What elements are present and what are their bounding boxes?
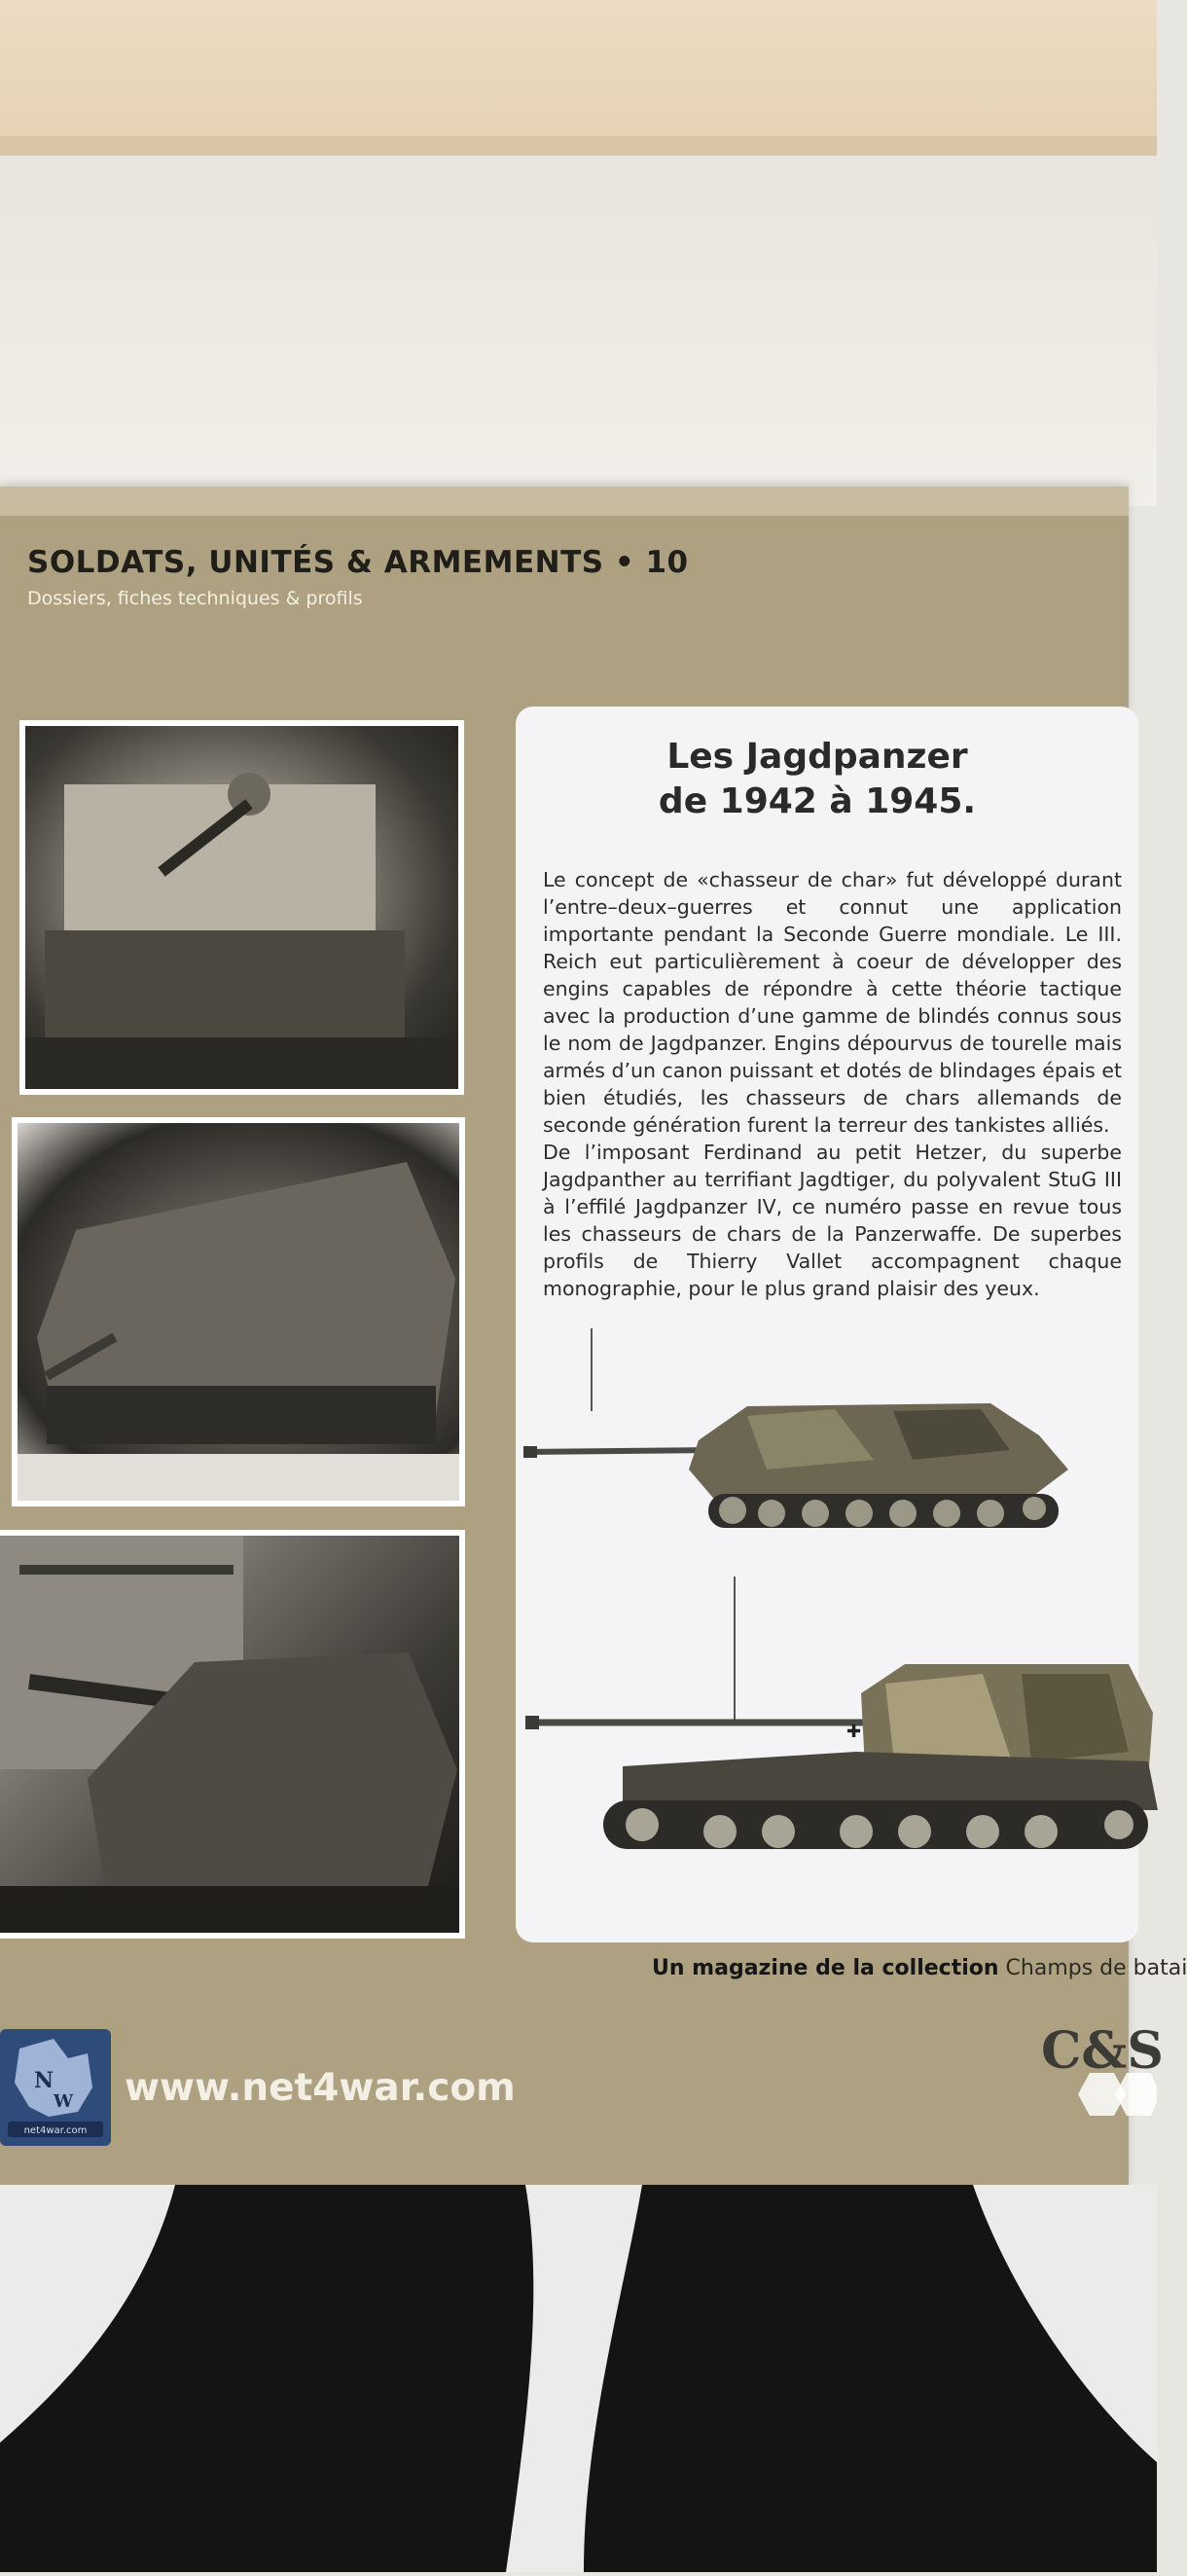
series-title: SOLDATS, UNITÉS & ARMEMENTS • 10 bbox=[27, 545, 689, 580]
net4war-logo bbox=[0, 2029, 111, 2146]
collection-series-name: Champs de batai bbox=[1005, 1956, 1187, 1980]
article-body bbox=[543, 866, 1122, 1302]
collection-caption bbox=[652, 1956, 1187, 1980]
profile-ferdinand bbox=[525, 1577, 1158, 1907]
magazine-top-strip bbox=[0, 487, 1129, 516]
article-title-line1: Les Jagdpanzer bbox=[666, 737, 968, 777]
article-paragraph-2: De l’imposant Ferdinand au petit Hetzer, du superbe Jagdpanther au terrifiant Jagdtiger, du polyvalent StuG III à l’effilé Jagdpanzer IV, ce numéro passe en revue tous les chasseurs de chars de la Panzerwaffe. De superbes profils de Thierry Vallet accompagnent chaque monographie, pour le plus grand plaisir des yeux. bbox=[543, 1141, 1122, 1300]
table-edge bbox=[0, 136, 1157, 156]
website-url: www.net4war.com bbox=[125, 2066, 516, 2110]
article-title-line2: de 1942 à 1945. bbox=[658, 781, 977, 821]
photo-tank-side-image bbox=[18, 1123, 459, 1501]
photo-tank-village bbox=[0, 1530, 465, 1939]
series-subtitle: Dossiers, fiches techniques & profils bbox=[27, 588, 363, 609]
article-paragraph-1: Le concept de «chasseur de char» fut développé durant l’entre–deux–guerres et connut une application importante pendant la Seconde Guerre mondiale. Le III. Reich eut particulièrement à coeur de développer des engins capables de répondre à cette théorie tactique avec la production d’une gamme de blindés connus sous le nom de Jagdpanzer. Engins dépourvus de tourelle mais armés d’un canon puissant et dotés de blindages épais et bien étudiés, les chasseurs de chars allemands de seconde génération furent la terreur des tankistes alliés. bbox=[543, 868, 1122, 1137]
cs-logo bbox=[1041, 2014, 1164, 2131]
cs-logo-label: C&S bbox=[1041, 2021, 1164, 2081]
profile-jagdpanther bbox=[523, 1324, 1156, 1577]
photo-tank-front-image bbox=[25, 726, 458, 1089]
legs-in-black-trousers bbox=[0, 2180, 1157, 2572]
background-wall bbox=[0, 156, 1157, 506]
photo-tank-front bbox=[19, 720, 464, 1095]
wooden-table-top bbox=[0, 0, 1157, 146]
svg-text:N: N bbox=[34, 2068, 54, 2093]
photo-tank-side bbox=[12, 1117, 465, 1506]
svg-text:✚: ✚ bbox=[846, 1722, 862, 1742]
net4war-logo-label: net4war.com bbox=[23, 2125, 88, 2136]
article-title bbox=[535, 735, 1099, 824]
svg-text:W: W bbox=[54, 2091, 74, 2112]
collection-caption-bold: Un magazine de la collection bbox=[652, 1956, 999, 1980]
photo-tank-village-image bbox=[0, 1536, 459, 1933]
